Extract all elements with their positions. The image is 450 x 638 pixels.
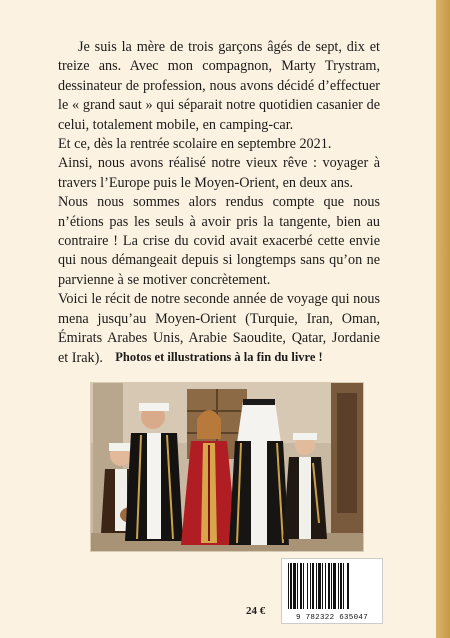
blurb-paragraph: Et ce, dès la rentrée scolaire en septembre 2021. xyxy=(58,136,332,153)
family-photo-illustration xyxy=(91,383,363,551)
blurb-paragraph: Voici le récit de notre seconde année de voyage qui nous mena jusqu’au Moyen-Orient (Turquie, Iran, Oman, Émirats Arabes Unis, Arabie Saoudite, Qatar, Jordanie et Irak). xyxy=(58,291,380,366)
photos-note: Photos et illustrations à la fin du livre ! xyxy=(115,350,323,364)
barcode-bars xyxy=(282,559,382,611)
blurb-paragraph: Nous nous sommes alors rendus compte que nous n’étions pas les seuls à avoir pris la tangente, bien au contraire ! La crise du covid avait exacerbé cette envie qui nous démangeait depuis si longtemps sans qu’on ne parvienne à se motiver concrètement. xyxy=(58,194,380,288)
isbn-barcode xyxy=(281,558,383,624)
blurb-text xyxy=(58,38,380,368)
blurb-paragraph: Ainsi, nous avons réalisé notre vieux rêve : voyager à travers l’Europe puis le Moyen-Orient, en deux ans. xyxy=(58,155,380,191)
price-label: 24 € xyxy=(246,605,266,617)
isbn-number: 9 782322 635047 xyxy=(295,614,368,622)
book-spine xyxy=(436,0,450,638)
family-photo xyxy=(90,382,364,552)
blurb-paragraph: Je suis la mère de trois garçons âgés de sept, dix et treize ans. Avec mon compagnon, Marty Trystram, dessinateur de profession, nous avons décidé d’effectuer le « grand saut » qui séparait notre quotidien casanier de celui, totalement mobile, en camping-car. xyxy=(58,39,380,133)
